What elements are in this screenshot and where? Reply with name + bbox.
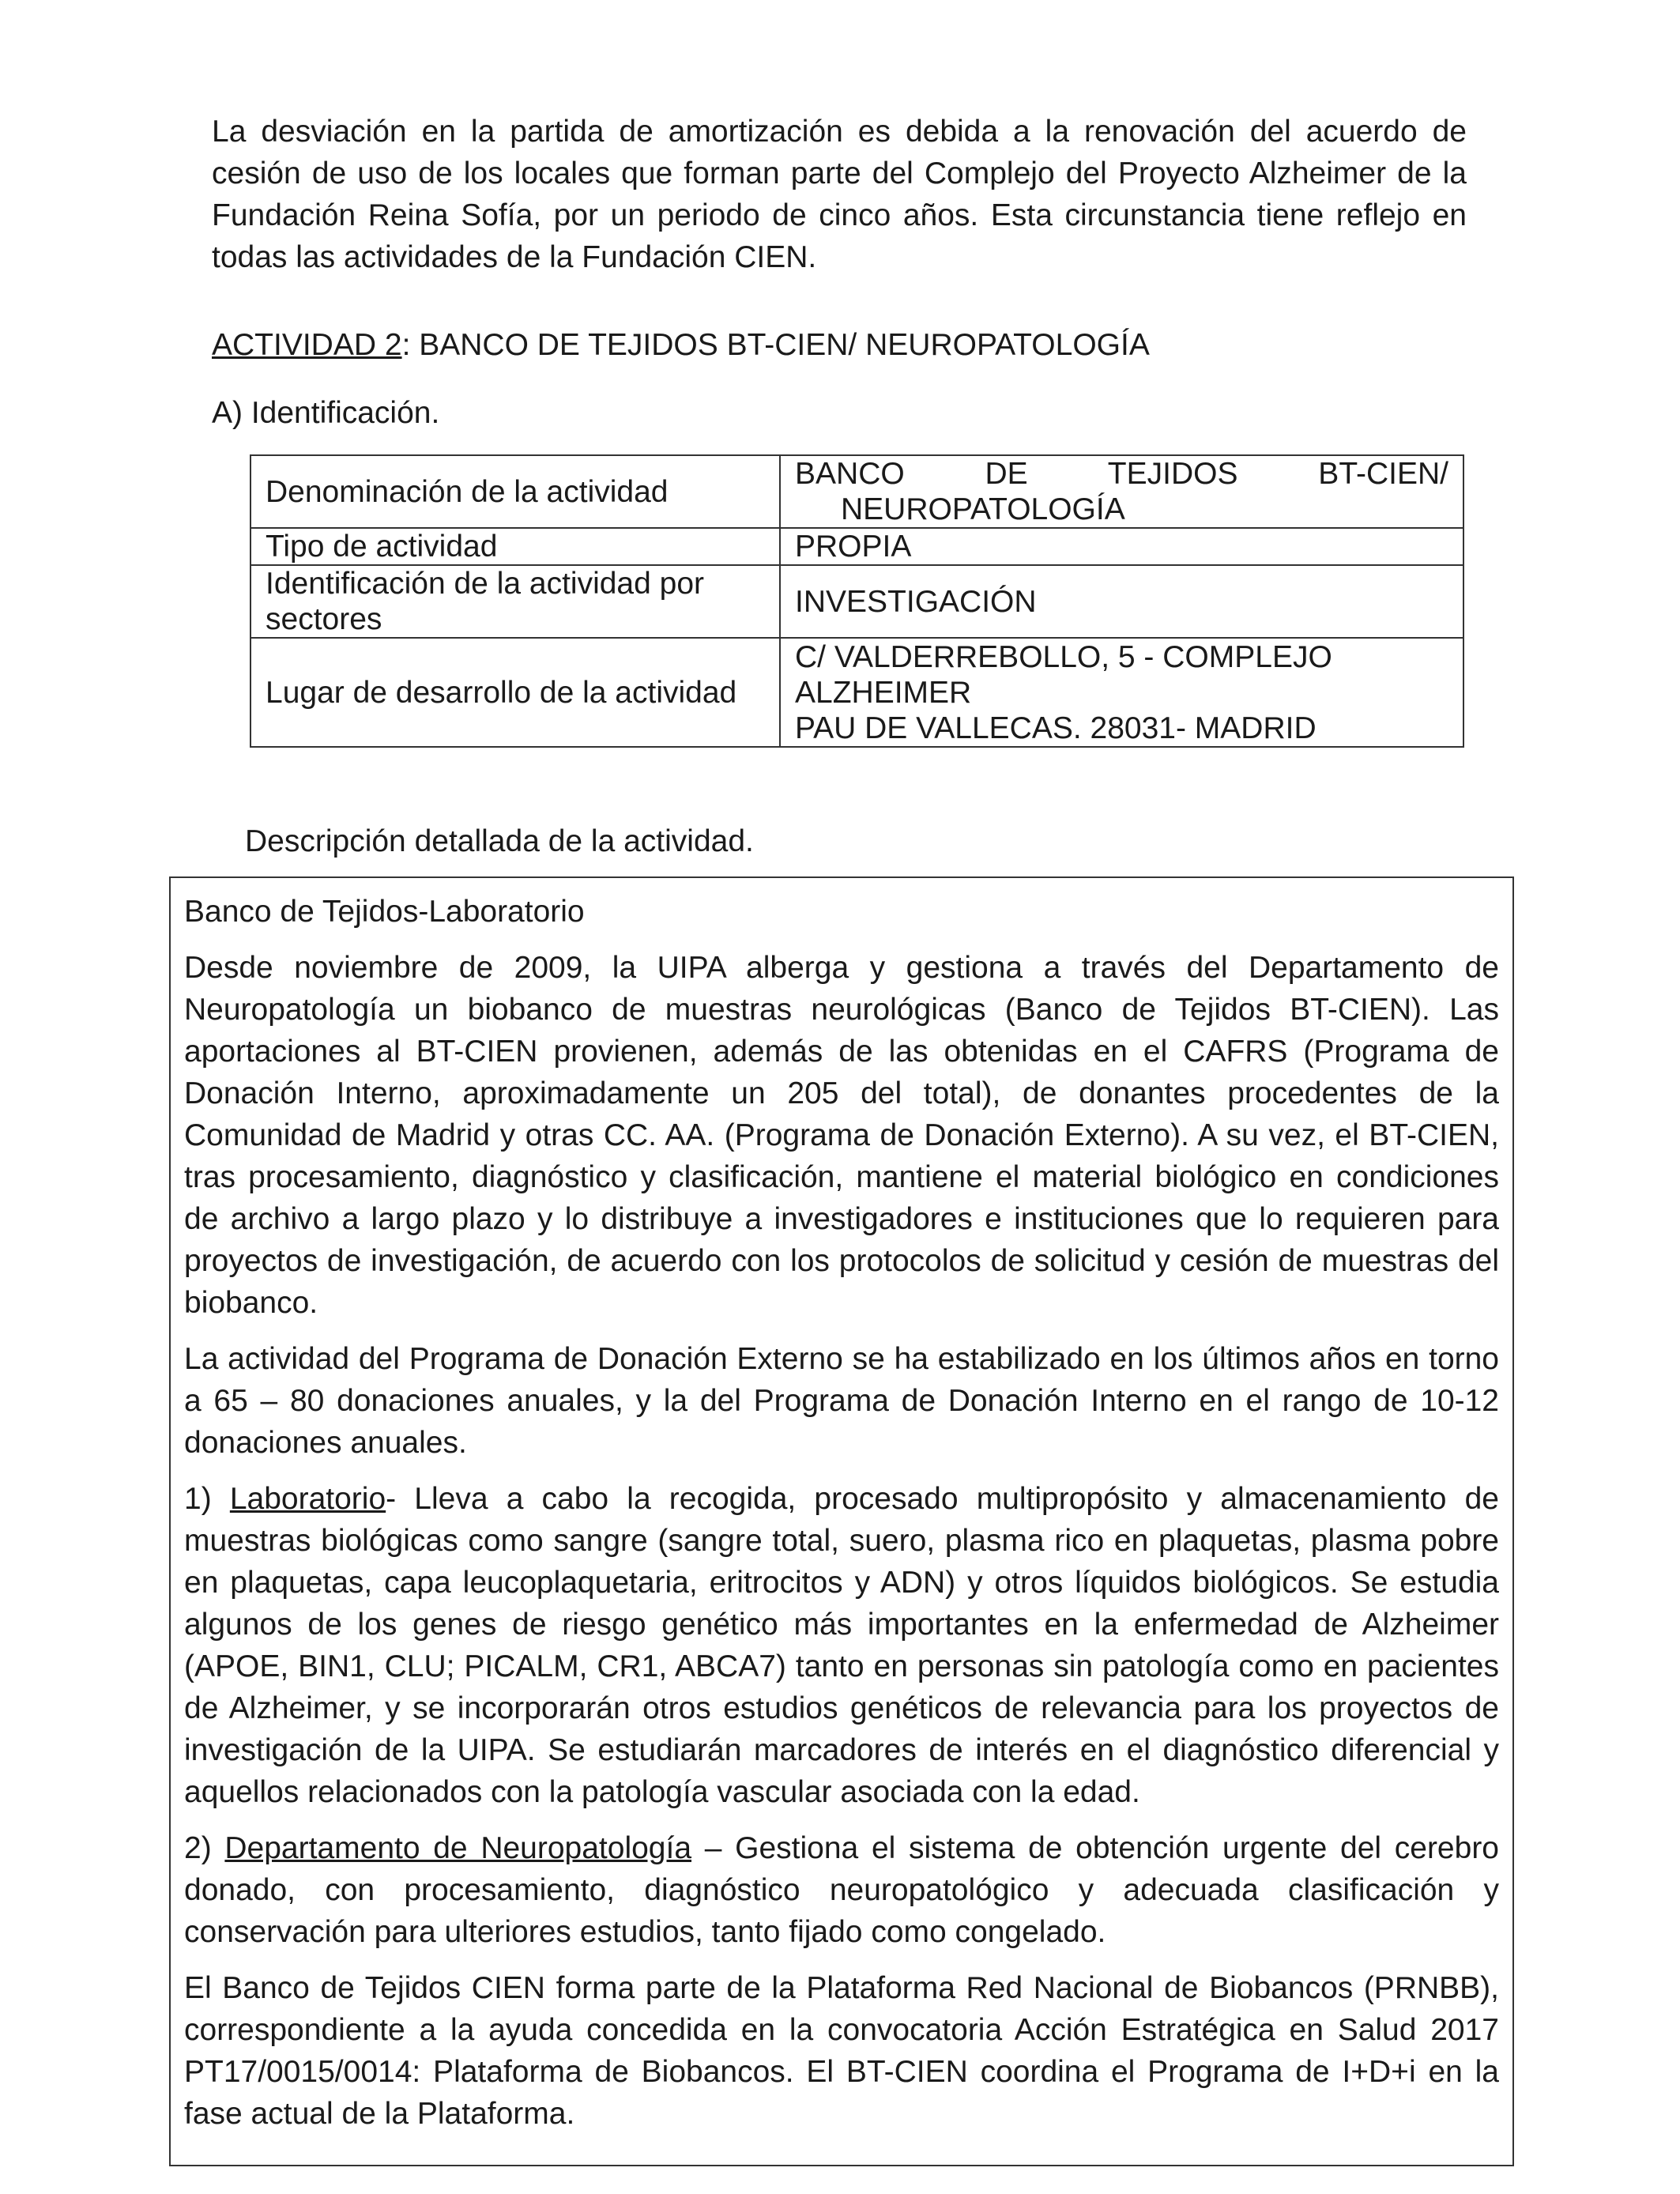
description-paragraph: Desde noviembre de 2009, la UIPA alberga y gestiona a través del Departamento de Neuropatología un biobanco de muestras neurológicas (Banco de Tejidos BT-CIEN). Las aportaciones al BT-CIEN provienen, además de las obtenidas en el CAFRS (Programa de Donación Interno, aproximadamente un 205 del total), de donantes procedentes de la Comunidad de Madrid y otras CC. AA. (Programa de Donación Externo). A su vez, el BT-CIEN, tras procesamiento, diagnóstico y clasificación, mantiene el material biológico en condiciones de archivo a largo plazo y lo distribuye a investigadores e instituciones que lo requieren para proyectos de investigación, de acuerdo con los protocolos de solicitud y cesión de muestras del biobanco. xyxy=(184,951,1499,1320)
row-label: Tipo de actividad xyxy=(250,528,780,565)
row-label: Identificación de la actividad por sectores xyxy=(250,565,780,638)
row-value xyxy=(780,638,1463,747)
laboratory-item xyxy=(184,1478,1499,1813)
item-number: 2) xyxy=(184,1831,225,1865)
activity-heading-title: : BANCO DE TEJIDOS BT-CIEN/ NEUROPATOLOGÍA xyxy=(401,328,1150,362)
row-value-line: BANCO DE TEJIDOS BT-CIEN/ xyxy=(795,457,1448,491)
row-value-line: PAU DE VALLECAS. 28031- MADRID xyxy=(795,711,1317,745)
laboratory-title: Laboratorio xyxy=(229,1482,386,1516)
row-value-line: C/ VALDERREBOLLO, 5 - COMPLEJO ALZHEIMER xyxy=(795,639,1332,710)
row-label: Denominación de la actividad xyxy=(250,455,780,528)
description-box xyxy=(169,876,1514,2166)
table-row xyxy=(250,565,1463,638)
description-paragraph: La actividad del Programa de Donación Externo se ha estabilizado en los últimos años en torno a 65 – 80 donaciones anuales, y la del Programa de Donación Interno en el rango de 10-12 donaciones anuales. xyxy=(184,1342,1499,1460)
activity-heading xyxy=(212,324,1150,366)
table-row xyxy=(250,455,1463,528)
neuropathology-text: – Gestiona el sistema de obtención urgente del cerebro donado, con procesamiento, diagnóstico neuropatológico y adecuada clasificación y conservación para ulteriores estudios, tanto fijado como congelado. xyxy=(184,1831,1499,1949)
row-value-line: NEUROPATOLOGÍA xyxy=(841,492,1125,526)
row-value xyxy=(780,455,1463,528)
row-value: INVESTIGACIÓN xyxy=(780,565,1463,638)
identification-subheading: A) Identificación. xyxy=(212,396,440,430)
identification-table xyxy=(250,454,1464,748)
intro-paragraph: La desviación en la partida de amortización es debida a la renovación del acuerdo de cesión de uso de los locales que forman parte del Complejo del Proyecto Alzheimer de la Fundación Reina Sofía, por un periodo de cinco años. Esta circunstancia tiene reflejo en todas las actividades de la Fundación CIEN. xyxy=(212,115,1467,274)
neuropathology-title: Departamento de Neuropatología xyxy=(224,1831,692,1865)
laboratory-text: - Lleva a cabo la recogida, procesado multipropósito y almacenamiento de muestras biológicas como sangre (sangre total, suero, plasma rico en plaquetas, plasma pobre en plaquetas, capa leucoplaquetaria, eritrocitos y ADN) y otros líquidos biológicos. Se estudia algunos de los genes de riesgo genético más importantes en la enfermedad de Alzheimer (APOE, BIN1, CLU; PICALM, CR1, ABCA7) tanto en personas sin patología como en pacientes de Alzheimer, y se incorporarán otros estudios genéticos de relevancia para los proyectos de investigación de la UIPA. Se estudiarán marcadores de interés en el diagnóstico diferencial y aquellos relacionados con la patología vascular asociada con la edad. xyxy=(184,1482,1499,1809)
description-paragraph: El Banco de Tejidos CIEN forma parte de la Plataforma Red Nacional de Biobancos (PRNBB), correspondiente a la ayuda concedida en la convocatoria Acción Estratégica en Salud 2017 PT17/0015/0014: Plataforma de Biobancos. El BT-CIEN coordina el Programa de I+D+i en la fase actual de la Plataforma. xyxy=(184,1971,1499,2131)
table-row xyxy=(250,528,1463,565)
neuropathology-item xyxy=(184,1827,1499,1953)
item-number: 1) xyxy=(184,1482,230,1516)
description-label: Descripción detallada de la actividad. xyxy=(245,824,754,858)
row-label: Lugar de desarrollo de la actividad xyxy=(250,638,780,747)
activity-heading-number: ACTIVIDAD 2 xyxy=(212,328,402,362)
description-title: Banco de Tejidos-Laboratorio xyxy=(184,895,585,929)
table-row xyxy=(250,638,1463,747)
row-value: PROPIA xyxy=(780,528,1463,565)
description-box-content xyxy=(184,891,1499,2149)
